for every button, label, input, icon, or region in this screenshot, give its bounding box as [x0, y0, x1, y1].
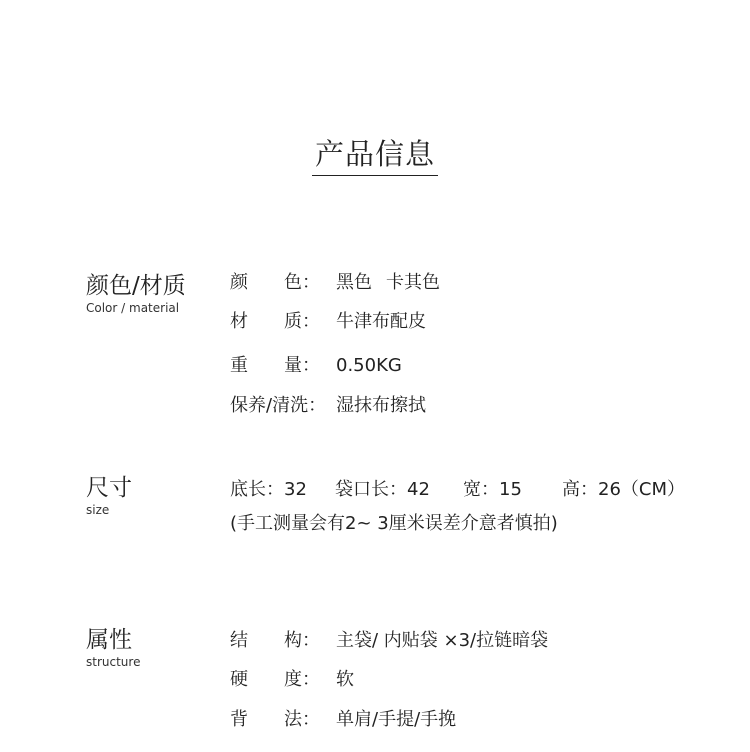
dim-bottom-length: 底长：32: [230, 479, 307, 500]
spec-key: 硬 度：: [230, 669, 320, 690]
spec-value: 湿抹布擦拭: [336, 395, 426, 416]
spec-key: 材 质：: [230, 311, 320, 332]
spec-row-care: [230, 394, 426, 418]
spec-value: 软: [336, 669, 354, 690]
dim-height: 高：26（CM）: [562, 479, 686, 500]
section-title-en: structure: [86, 655, 141, 669]
spec-value-color-1: 黑色: [336, 272, 372, 293]
spec-value: 牛津布配皮: [336, 311, 426, 332]
spec-value-color-2: 卡其色: [386, 272, 440, 293]
size-note-text: (手工测量会有2~ 3厘米误差介意者慎拍): [230, 513, 558, 534]
spec-value: 主袋/ 内贴袋 ×3/拉链暗袋: [336, 630, 549, 651]
spec-key: 背 法：: [230, 709, 320, 730]
spec-row-carry: [230, 708, 456, 732]
spec-key: 结 构：: [230, 630, 320, 651]
size-note: [230, 512, 558, 536]
spec-key: 颜 色：: [230, 272, 320, 293]
spec-row-color: [230, 271, 440, 295]
section-title-en: Color / material: [86, 301, 180, 315]
section-title-zh: 尺寸: [86, 475, 132, 501]
section-title-zh: 属性: [86, 627, 132, 653]
section-label-color-material: [86, 272, 186, 315]
dim-mouth-length: 袋口长：42: [335, 479, 430, 500]
section-label-structure: [86, 626, 140, 669]
section-title-en: size: [86, 503, 110, 517]
spec-key: 保养/清洗：: [230, 395, 327, 416]
section-title-zh: 颜色/材质: [86, 273, 186, 299]
spec-row-material: [230, 310, 426, 334]
spec-value: 单肩/手提/手挽: [336, 709, 457, 730]
dim-width: 宽：15: [463, 479, 522, 500]
page-title-text: 产品信息: [312, 135, 438, 176]
size-dimensions-row: [230, 478, 685, 502]
section-label-size: [86, 474, 132, 517]
page-title: [0, 134, 750, 176]
spec-row-structure: [230, 629, 548, 653]
spec-value: 0.50KG: [336, 355, 402, 376]
spec-row-weight: [230, 354, 402, 378]
spec-key: 重 量：: [230, 355, 320, 376]
spec-row-hardness: [230, 668, 354, 692]
